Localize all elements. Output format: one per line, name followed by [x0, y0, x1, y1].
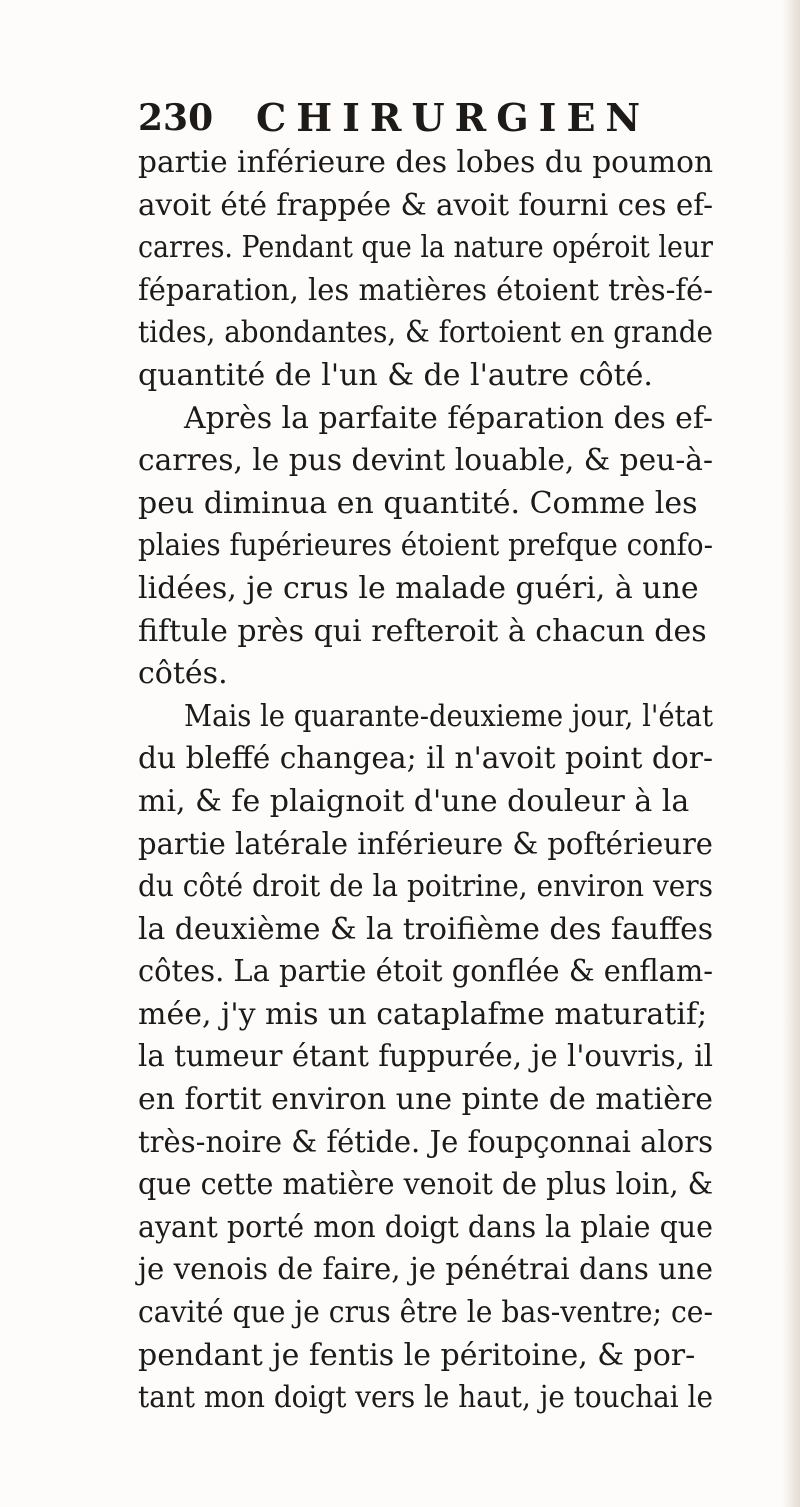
text-line: partie latérale inférieure & poftérieure — [138, 826, 713, 862]
text-line: carres. Pendant que la nature opéroit leur — [138, 230, 714, 266]
text-line: partie inférieure des lobes du poumon — [138, 145, 714, 180]
page-edge — [782, 0, 800, 1507]
text-line: avoit été frappée & avoit fourni ces ef- — [138, 187, 714, 223]
text-line: fiftule près qui refteroit à chacun des — [138, 613, 707, 649]
paragraph-start-line: Mais le quarante-deuxieme jour, l'état — [184, 698, 714, 734]
text-line: mée, j'y mis un cataplafme maturatif; — [138, 996, 708, 1032]
text-line: carres, le pus devint louable, & peu-à- — [138, 443, 714, 479]
text-line: plaies fupérieures étoient prefque confo- — [138, 528, 714, 564]
text-line: la deuxième & la troifième des fauffes — [138, 911, 714, 947]
text-line: tides, abondantes, & fortoient en grande — [138, 315, 714, 351]
body-text — [138, 142, 713, 1420]
text-line: féparation, les matières étoient très-fé- — [138, 272, 713, 308]
text-line: très-noire & fétide. Je foupçonnai alors — [138, 1124, 714, 1160]
page-header — [138, 92, 718, 144]
text-line: côtes. La partie étoit gonflée & enflam- — [138, 954, 714, 990]
text-line: peu diminua en quantité. Comme les — [138, 485, 698, 521]
text-line: mi, & fe plaignoit d'une douleur à la — [138, 783, 690, 819]
text-line: lidées, je crus le malade guéri, à une — [138, 570, 699, 606]
text-line: en fortit environ une pinte de matière — [138, 1082, 713, 1118]
text-line: quantité de l'un & de l'autre côté. — [138, 357, 653, 393]
text-line: que cette matière venoit de plus loin, & — [138, 1167, 714, 1203]
text-line: du bleffé changea; il n'avoit point dor- — [138, 741, 714, 777]
paragraph-start-line: Après la parfaite féparation des ef- — [184, 400, 713, 436]
text-line: pendant je fentis le péritoine, & por- — [138, 1337, 696, 1373]
text-line: du côté droit de la poitrine, environ vers — [138, 869, 714, 905]
page-number: 230 — [138, 97, 214, 139]
text-line: ayant porté mon doigt dans la plaie que — [138, 1209, 713, 1245]
running-head: CHIRURGIEN — [256, 95, 651, 140]
text-line: cavité que je crus être le bas-ventre; ce- — [138, 1295, 714, 1331]
text-line: tant mon doigt vers le haut, je touchai le — [138, 1380, 713, 1416]
text-line: je venois de faire, je pénétrai dans une — [138, 1252, 713, 1288]
text-line: la tumeur étant fuppurée, je l'ouvris, il — [138, 1039, 713, 1075]
text-line: côtés. — [138, 656, 228, 692]
